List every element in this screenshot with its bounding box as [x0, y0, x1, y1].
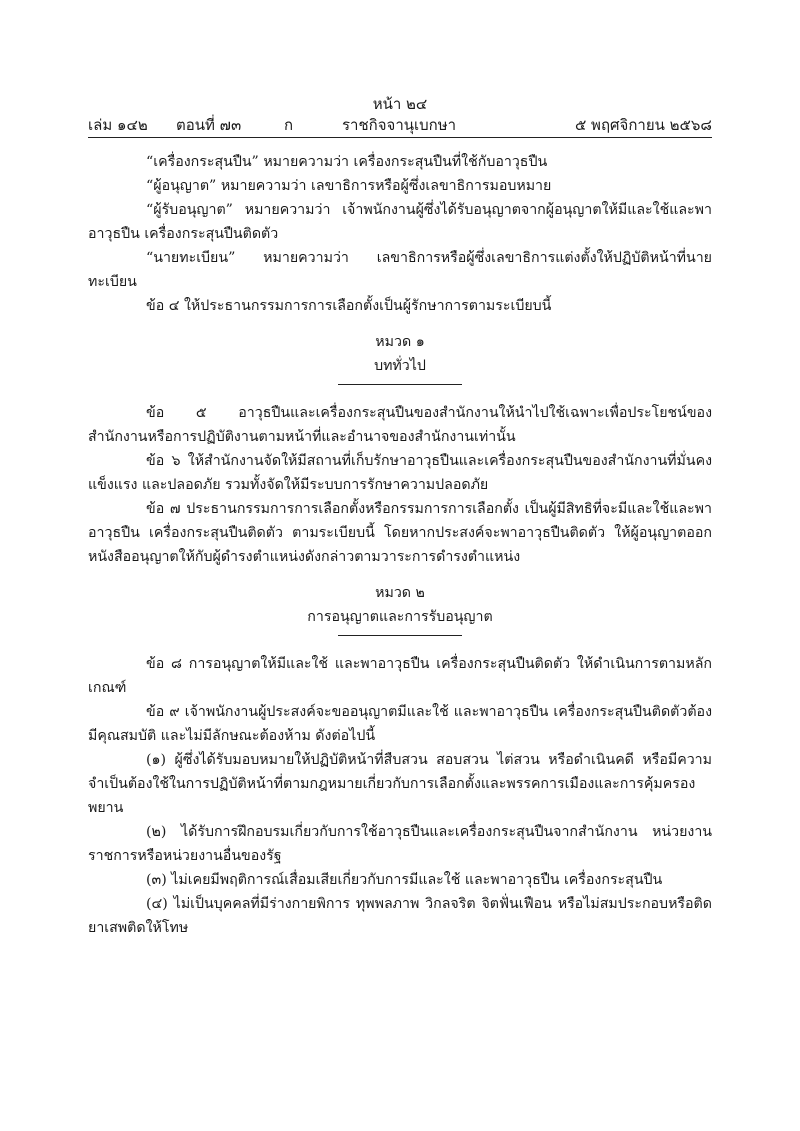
section-label: ก [284, 116, 294, 134]
gazette-title: ราชกิจจานุเบกษา [342, 116, 457, 134]
clause-paragraph: ข้อ ๗ ประธานกรรมการการเลือกตั้งหรือกรรมการการเลือกตั้ง เป็นผู้มีสิทธิที่จะมีและใช้และพาอาวุธปืน เครื่องกระสุนปืนติดตัว ตามระเบียบนี้ โดยหากประสงค์จะพาอาวุธปืนติดตัว ให้ผู้อนุญาตออกหนังสืออนุญาตให้กับผู้ดำรงตำแหน่งดังกล่าวตามวาระการดำรงตำแหน่ง [88, 501, 712, 565]
chapter-title: บททั่วไป [374, 358, 426, 374]
clause-paragraph: ข้อ ๘ การอนุญาตให้มีและใช้ และพาอาวุธปืน เครื่องกระสุนปืนติดตัว ให้ดำเนินการตามหลักเกณฑ์ [88, 656, 712, 696]
sub-clause-paragraph: (๒) ได้รับการฝึกอบรมเกี่ยวกับการใช้อาวุธปืนและเครื่องกระสุนปืนจากสำนักงาน หน่วยงานราชการหรือหน่วยงานอื่นของรัฐ [88, 824, 712, 864]
chapter-number: หมวด ๒ [375, 585, 425, 601]
chapter-divider [338, 635, 462, 636]
chapter-number: หมวด ๑ [375, 334, 425, 350]
clause-paragraph: ข้อ ๕ อาวุธปืนและเครื่องกระสุนปืนของสำนักงานให้นำไปใช้เฉพาะเพื่อประโยชน์ของสำนักงานหรือการปฏิบัติงานตามหน้าที่และอำนาจของสำนักงานเท่านั้น [88, 405, 712, 445]
chapter-title: การอนุญาตและการรับอนุญาต [307, 609, 493, 625]
publication-date: ๕ พฤศจิกายน ๒๕๖๘ [574, 116, 712, 134]
sub-clause-paragraph: (๔) ไม่เป็นบุคคลที่มีร่างกายพิการ ทุพพลภาพ วิกลจริต จิตฟั่นเฟือน หรือไม่สมประกอบหรือติดยาเสพติดให้โทษ [88, 896, 712, 936]
gazette-header [88, 113, 712, 135]
volume-label: เล่ม ๑๔๒ [88, 116, 148, 134]
sub-clause-paragraph: (๑) ผู้ซึ่งได้รับมอบหมายให้ปฏิบัติหน้าที่สืบสวน สอบสวน ไต่สวน หรือดำเนินคดี หรือมีความจำเป็นต้องใช้ในการปฏิบัติหน้าที่ตามกฎหมายเกี่ยวกับการเลือกตั้งและพรรคการเมืองและการคุ้มครองพยาน [88, 752, 712, 816]
definition-paragraph: “นายทะเบียน” หมายความว่า เลขาธิการหรือผู้ซึ่งเลขาธิการแต่งตั้งให้ปฏิบัติหน้าที่นายทะเบียน [88, 250, 712, 290]
clause-paragraph: ข้อ ๙ เจ้าพนักงานผู้ประสงค์จะขออนุญาตมีและใช้ และพาอาวุธปืน เครื่องกระสุนปืนติดตัวต้องมีคุณสมบัติ และไม่มีลักษณะต้องห้าม ดังต่อไปนี้ [88, 704, 712, 744]
definition-paragraph: “ผู้รับอนุญาต” หมายความว่า เจ้าพนักงานผู้ซึ่งได้รับอนุญาตจากผู้อนุญาตให้มีและใช้และพาอาวุธปืน เครื่องกระสุนปืนติดตัว [88, 202, 712, 242]
definition-paragraph: “ผู้อนุญาต” หมายความว่า เลขาธิการหรือผู้ซึ่งเลขาธิการมอบหมาย [146, 178, 552, 194]
clause-paragraph: ข้อ ๖ ให้สำนักงานจัดให้มีสถานที่เก็บรักษาอาวุธปืนและเครื่องกระสุนปืนของสำนักงานที่มั่นคงแข็งแรง และปลอดภัย รวมทั้งจัดให้มีระบบการรักษาความปลอดภัย [88, 453, 712, 493]
issue-label: ตอนที่ ๗๓ [176, 116, 242, 134]
header-divider [88, 137, 712, 138]
page-number: หน้า ๒๔ [372, 95, 428, 113]
sub-clause-paragraph: (๓) ไม่เคยมีพฤติการณ์เสื่อมเสียเกี่ยวกับการมีและใช้ และพาอาวุธปืน เครื่องกระสุนปืน [146, 872, 663, 888]
chapter-divider [338, 384, 462, 385]
document-body [88, 150, 712, 940]
definition-paragraph: “เครื่องกระสุนปืน” หมายความว่า เครื่องกระสุนปืนที่ใช้กับอาวุธปืน [146, 154, 548, 170]
clause-paragraph: ข้อ ๔ ให้ประธานกรรมการการเลือกตั้งเป็นผู้รักษาการตามระเบียบนี้ [146, 298, 552, 314]
